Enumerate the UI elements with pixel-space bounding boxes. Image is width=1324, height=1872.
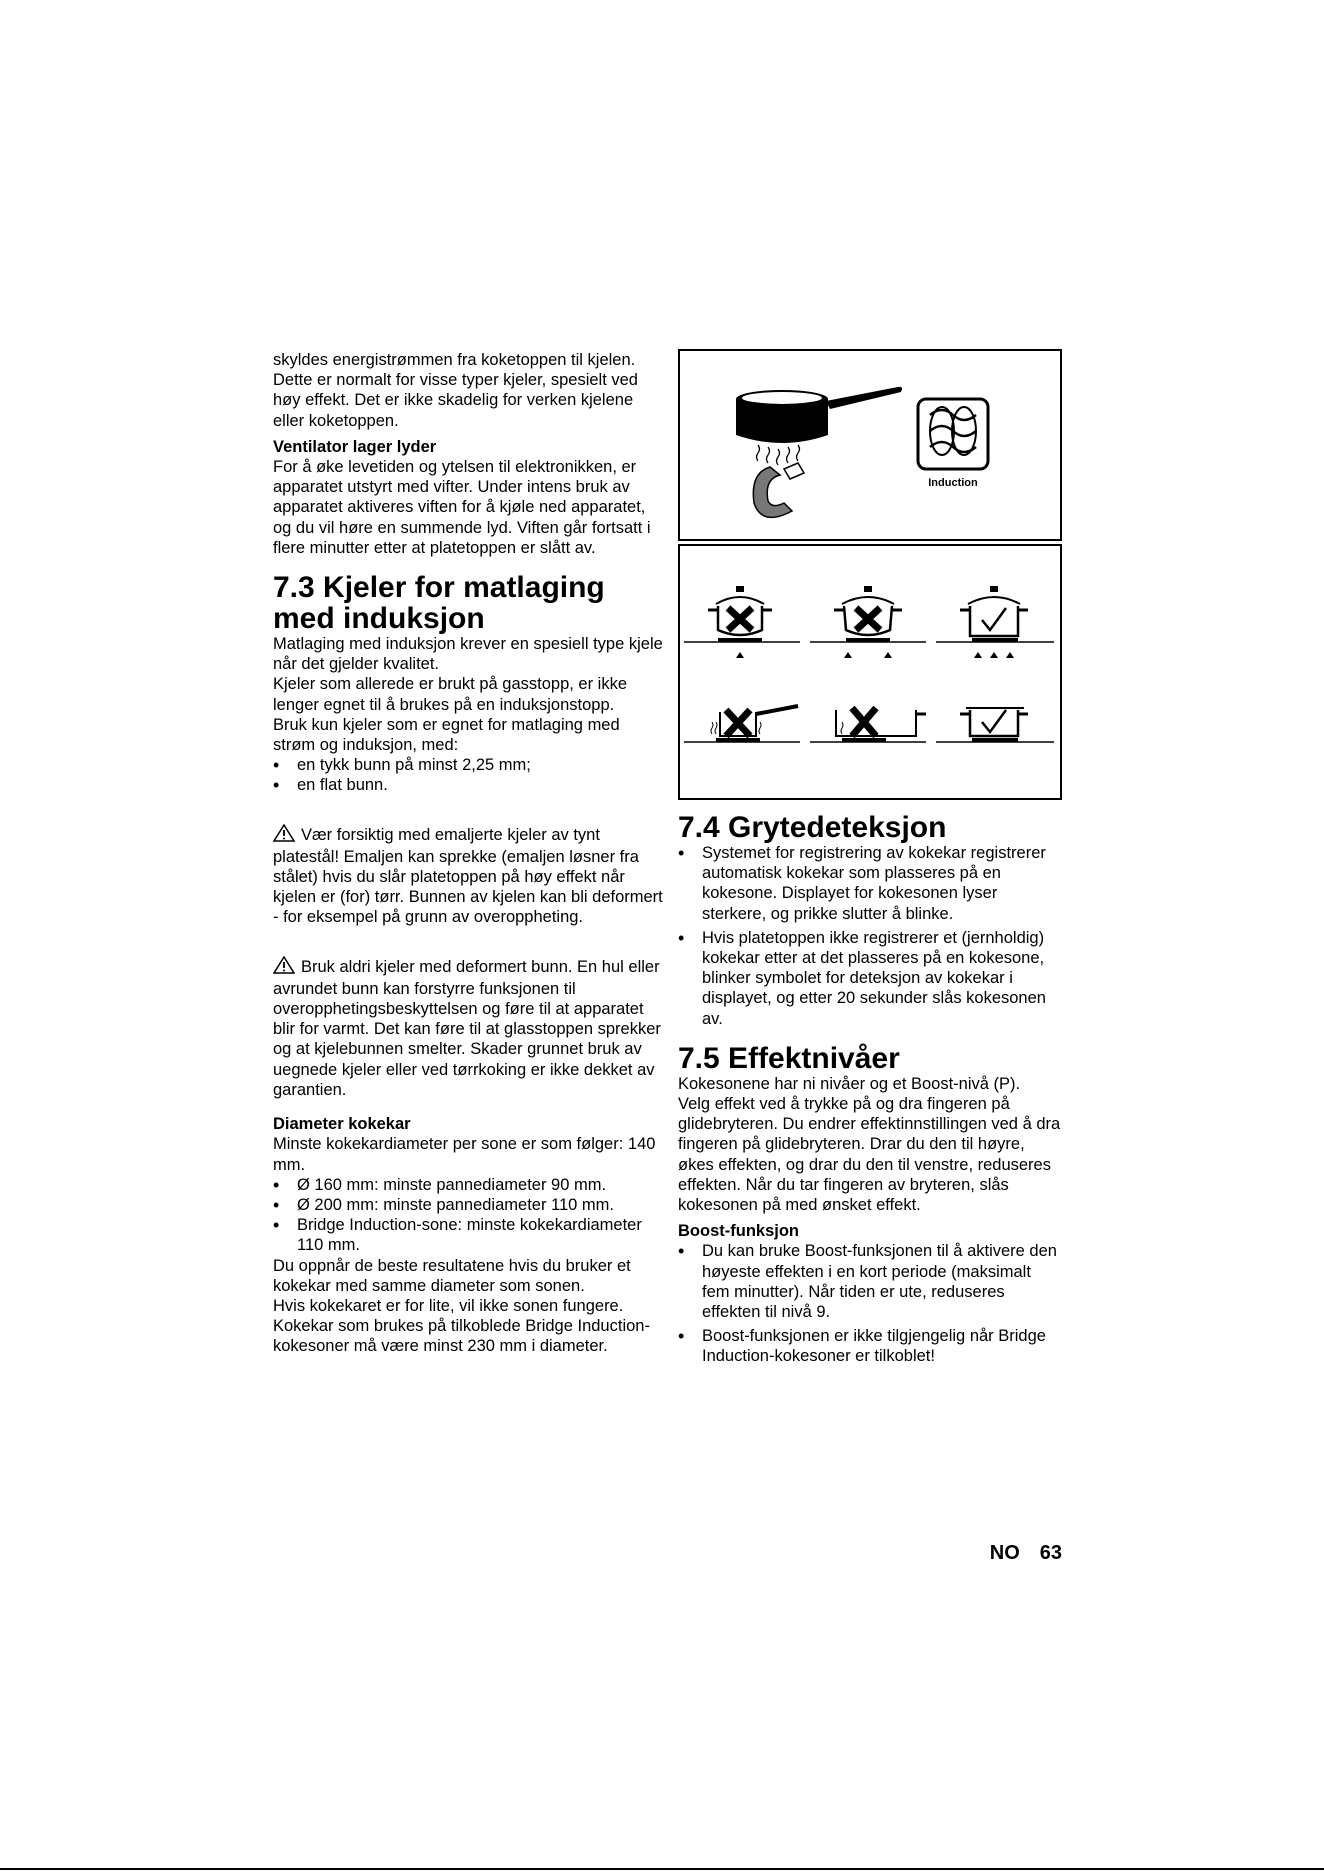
induction-symbol-icon	[918, 399, 988, 469]
language-code: NO	[989, 1542, 1020, 1564]
right-column	[678, 812, 1062, 1367]
warning-2	[273, 956, 665, 1100]
pan-unsuitable-icon	[684, 706, 800, 742]
diameter-list	[273, 1175, 665, 1256]
boost-heading: Boost-funksjon	[678, 1222, 799, 1241]
list-item: • Ø 200 mm: minste pannediameter 110 mm.	[273, 1195, 665, 1215]
warning-1-text: Vær forsiktig med emaljerte kjeler av tynt platestål! Emaljen kan sprekke (emaljen løsner fra stålet) hvis du slår platetoppen på høy effekt når kjelen er (for) tørr. Bunnen av kjelen kan bli deformert - for eksempel på grunn av overoppheting.	[273, 825, 663, 927]
list-item: • Hvis platetoppen ikke registrerer et (jernholdig) kokekar etter at det plasseres på en kokesone, blinker symbolet for deteksjon av kokekar i displayet, og etter 20 sekunder slås kokesonen av.	[678, 928, 1062, 1029]
pan-unsuitable-icon	[810, 586, 926, 658]
list-item: • en tykk bunn på minst 2,25 mm;	[273, 755, 665, 775]
heat-waves-icon	[757, 445, 800, 465]
section-7-5-p1: Kokesonene har ni nivåer og et Boost-nivå (P).	[678, 1074, 1021, 1093]
page-number: 63	[1039, 1542, 1062, 1564]
pan-suitability-figure	[678, 544, 1062, 800]
pan-unsuitable-icon	[810, 708, 926, 742]
diameter-p1: Du oppnår de beste resultatene hvis du bruker et kokekar med samme diameter som sonen.	[273, 1256, 631, 1295]
induction-pan-illustration	[680, 351, 1060, 539]
list-item: • Bridge Induction-sone: minste kokekardiameter 110 mm.	[273, 1215, 665, 1255]
induction-label: Induction	[928, 477, 978, 489]
pan-suitable-icon	[936, 586, 1054, 658]
warning-triangle-icon	[273, 956, 295, 979]
magnet-icon	[753, 463, 804, 517]
intro-paragraph: skyldes energistrømmen fra koketoppen til kjelen. Dette er normalt for visse typer kjeler, spesielt ved høy effekt. Det er ikke skadelig for verken kjelene eller koketoppen.	[273, 351, 638, 430]
diameter-p2: Hvis kokekaret er for lite, vil ikke sonen fungere.	[273, 1296, 624, 1315]
section-7-3-p3: Bruk kun kjeler som er egnet for matlaging med strøm og induksjon, med:	[273, 715, 620, 755]
list-item: • Du kan bruke Boost-funksjonen til å aktivere den høyeste effekten i en kort periode (maksimalt fem minutter). Når tiden er ute, reduseres effekten til nivå 9.	[678, 1241, 1062, 1322]
boost-list	[678, 1241, 1062, 1366]
saucepan-icon	[736, 387, 902, 443]
warning-2-text: Bruk aldri kjeler med deformert bunn. En hul eller avrundet bunn kan forstyrre funksjonen til overopphetingsbeskyttelsen og føre til at apparatet blir for varmt. Det kan føre til at glasstoppen sprekker og at kjelebunnen smelter. Skader grunnet bruk av uegnede kjeler eller ved tørrkoking er ikke dekket av garantien.	[273, 957, 661, 1099]
diameter-heading: Diameter kokekar	[273, 1115, 411, 1134]
pan-unsuitable-icon	[684, 586, 800, 658]
warning-triangle-icon	[273, 824, 295, 847]
section-7-4-title: 7.4 Grytedeteksjon	[678, 811, 947, 844]
left-column	[273, 350, 665, 1357]
list-item: • Ø 160 mm: minste pannediameter 90 mm.	[273, 1175, 665, 1195]
list-item: • en flat bunn.	[273, 775, 665, 795]
fan-heading: Ventilator lager lyder	[273, 437, 437, 456]
section-7-3-p1: Matlaging med induksjon krever en spesiell type kjele når det gjelder kvalitet.	[273, 635, 663, 674]
requirements-list	[273, 755, 665, 795]
section-7-5-p2: Velg effekt ved å trykke på og dra fingeren på glidebryteren. Du endrer effektinnstillingen ved å dra fingeren på glidebryteren. Drar du den til høyre, økes effekten, og drar du den til venstre, reduseres effekten. Når du tar fingeren av bryteren, slås kokesonen på med ønsket effekt.	[678, 1095, 1061, 1215]
diameter-intro: Minste kokekardiameter per sone er som følger: 140 mm.	[273, 1135, 656, 1174]
bottom-rule	[0, 1868, 1324, 1870]
section-7-3-title: 7.3 Kjeler for matlaging med induksjon	[273, 571, 605, 636]
section-7-5-title: 7.5 Effektnivåer	[678, 1041, 900, 1075]
pan-suitable-icon	[936, 708, 1054, 742]
list-item: • Systemet for registrering av kokekar registrerer automatisk kokekar som plasseres på en kokesone. Displayet for kokesonen lyser sterkere, og prikke slutter å blinke.	[678, 843, 1062, 924]
detection-list	[678, 843, 1062, 1029]
list-item: • Boost-funksjonen er ikke tilgjengelig når Bridge Induction-kokesoner er tilkoblet!	[678, 1326, 1062, 1366]
section-7-3-p2: Kjeler som allerede er brukt på gasstopp, er ikke lenger egnet til å brukes på en induksjonstopp.	[273, 675, 628, 714]
induction-figure	[678, 349, 1062, 541]
warning-1	[273, 824, 665, 928]
diameter-p3: Kokekar som brukes på tilkoblede Bridge Induction-kokesoner må være minst 230 mm i diameter.	[273, 1317, 650, 1356]
fan-paragraph: For å øke levetiden og ytelsen til elektronikken, er apparatet utstyrt med vifter. Under intens bruk av apparatet aktiveres viften for å kjøle ned apparatet, og du vil høre en summende lyd. Viften går fortsatt i flere minutter etter at platetoppen er slått av.	[273, 458, 651, 557]
page-footer	[920, 1542, 1062, 1565]
